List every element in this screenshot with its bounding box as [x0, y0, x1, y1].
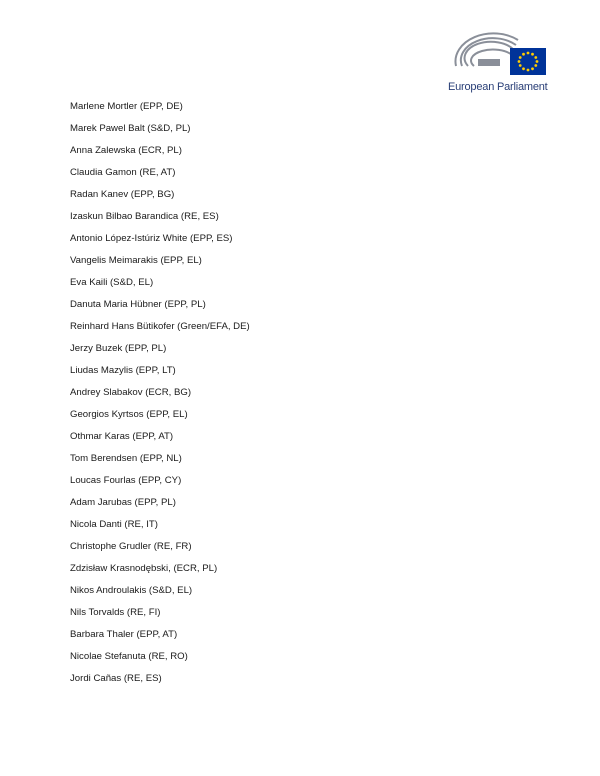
- list-item: Georgios Kyrtsos (EPP, EL): [70, 409, 188, 420]
- list-item: Barbara Thaler (EPP, AT): [70, 629, 178, 640]
- list-item: Nils Torvalds (RE, FI): [70, 607, 161, 618]
- logo-text: European Parliament: [448, 81, 548, 93]
- list-item: Radan Kanev (EPP, BG): [70, 189, 175, 200]
- list-item: Reinhard Hans Bütikofer (Green/EFA, DE): [70, 321, 250, 332]
- list-item: Liudas Mazylis (EPP, LT): [70, 365, 176, 376]
- list-item: Zdzisław Krasnodębski, (ECR, PL): [70, 563, 218, 574]
- list-item: Loucas Fourlas (EPP, CY): [70, 475, 182, 486]
- list-item: Andrey Slabakov (ECR, BG): [70, 387, 192, 398]
- list-item: Claudia Gamon (RE, AT): [70, 167, 176, 178]
- list-item: Adam Jarubas (EPP, PL): [70, 497, 176, 508]
- list-item: Anna Zalewska (ECR, PL): [70, 145, 182, 156]
- list-item: Jerzy Buzek (EPP, PL): [70, 343, 167, 354]
- list-item: Izaskun Bilbao Barandica (RE, ES): [70, 211, 219, 222]
- list-item: Danuta Maria Hübner (EPP, PL): [70, 299, 206, 310]
- list-item: Jordi Cañas (RE, ES): [70, 673, 162, 684]
- list-item: Eva Kaili (S&D, EL): [70, 277, 154, 288]
- list-item: Marek Pawel Balt (S&D, PL): [70, 123, 191, 134]
- list-item: Nicola Danti (RE, IT): [70, 519, 158, 530]
- list-item: Marlene Mortler (EPP, DE): [70, 101, 183, 112]
- member-list: [70, 100, 250, 694]
- list-item: Nicolae Stefanuta (RE, RO): [70, 651, 188, 662]
- list-item: Othmar Karas (EPP, AT): [70, 431, 174, 442]
- list-item: Tom Berendsen (EPP, NL): [70, 453, 182, 464]
- list-item: Nikos Androulakis (S&D, EL): [70, 585, 193, 596]
- list-item: Vangelis Meimarakis (EPP, EL): [70, 255, 202, 266]
- list-item: Antonio López-Istúriz White (EPP, ES): [70, 233, 233, 244]
- list-item: Christophe Grudler (RE, FR): [70, 541, 192, 552]
- hemicycle-eu-flag-icon: [448, 26, 548, 82]
- european-parliament-logo: [448, 26, 548, 96]
